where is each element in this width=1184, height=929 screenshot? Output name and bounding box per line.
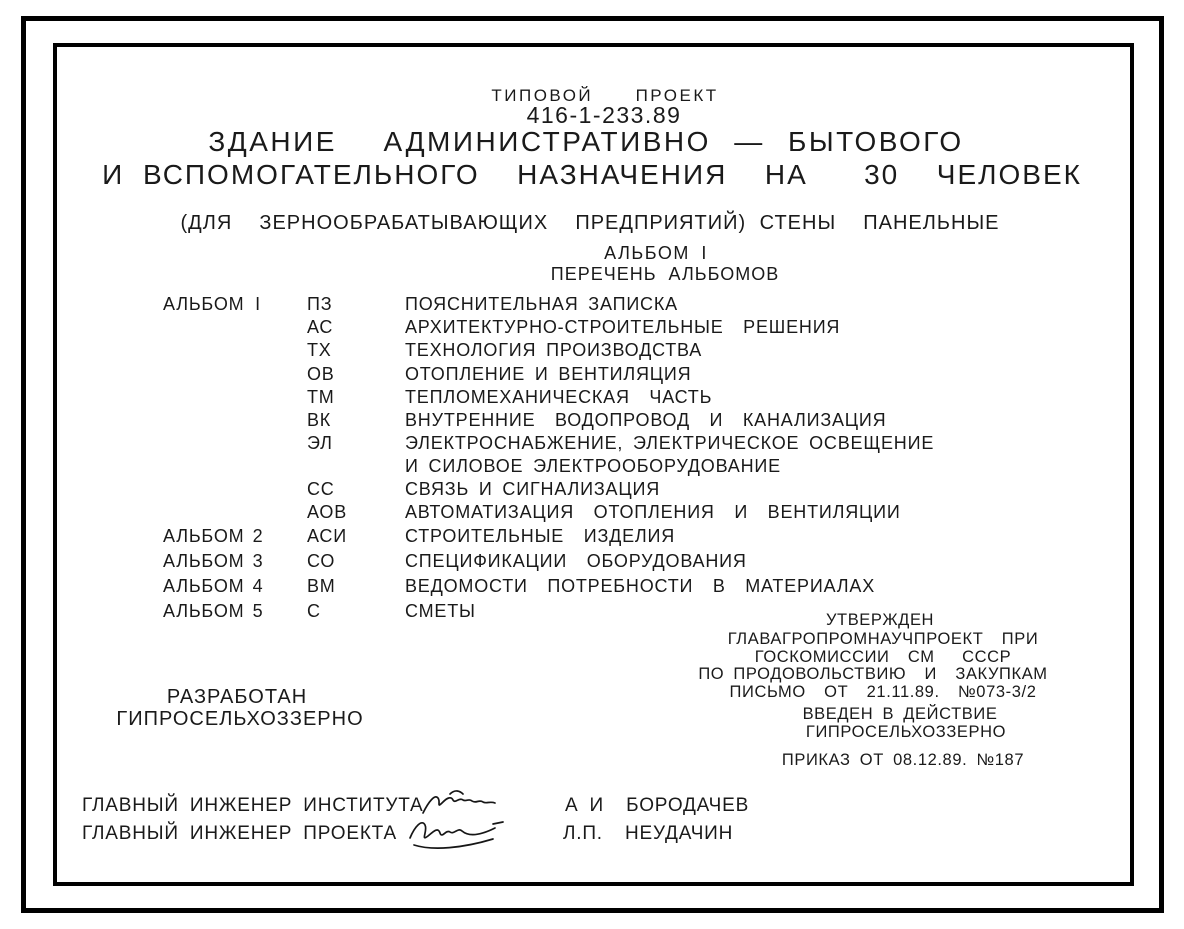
album-row <box>0 527 1184 550</box>
album-row <box>0 602 1184 625</box>
project-type-label: ТИПОВОЙ ПРОЕКТ <box>491 86 719 105</box>
album-row <box>0 552 1184 575</box>
album-row <box>0 577 1184 600</box>
album-row-code: АСИ <box>307 526 347 546</box>
developed-by-label: РАЗРАБОТАН <box>166 686 308 708</box>
developed-by-org: ГИПРОСЕЛЬХОЗЗЕРНО <box>116 708 364 730</box>
album-row-number: 4 <box>252 576 264 596</box>
album-row-number: 2 <box>252 526 264 546</box>
album-row-desc-continued: И СИЛОВОЕ ЭЛЕКТРООБОРУДОВАНИЕ <box>405 456 781 476</box>
album-row-desc: СВЯЗЬ И СИГНАЛИЗАЦИЯ <box>405 479 660 499</box>
album-row-label: АЛЬБОМ <box>163 294 245 314</box>
album-row-desc: СПЕЦИФИКАЦИИ ОБОРУДОВАНИЯ <box>405 551 747 571</box>
subtitle: (ДЛЯ ЗЕРНООБРАБАТЫВАЮЩИХ ПРЕДПРИЯТИЙ) СТЕНЫ ПАНЕЛЬНЫЕ <box>180 212 1000 234</box>
album-row-code: ОВ <box>307 364 335 384</box>
album-row-code: АС <box>307 317 334 337</box>
album-row <box>0 365 1184 388</box>
approval-authority-3: ПО ПРОДОВОЛЬСТВИЮ И ЗАКУПКАМ <box>698 665 1048 683</box>
signature-role-project: ГЛАВНЫЙ ИНЖЕНЕР ПРОЕКТА <box>82 823 397 844</box>
album-row-code: СО <box>307 551 336 571</box>
album-row-desc: ОТОПЛЕНИЕ И ВЕНТИЛЯЦИЯ <box>405 364 692 384</box>
album-row-code: ЭЛ <box>307 433 333 453</box>
album-row-label: АЛЬБОМ <box>163 576 245 596</box>
album-row <box>0 388 1184 411</box>
album-row-desc: АРХИТЕКТУРНО-СТРОИТЕЛЬНЫЕ РЕШЕНИЯ <box>405 317 841 337</box>
album-row-desc: ВЕДОМОСТИ ПОТРЕБНОСТИ В МАТЕРИАЛАХ <box>405 576 875 596</box>
album-row-number: 5 <box>252 601 264 621</box>
album-row-number: 3 <box>252 551 264 571</box>
album-row <box>0 480 1184 503</box>
order-ref: ПРИКАЗ ОТ 08.12.89. №187 <box>781 751 1025 769</box>
list-title: ПЕРЕЧЕНЬ АЛЬБОМОВ <box>550 264 780 284</box>
signature-name-project: Л.П. НЕУДАЧИН <box>563 823 734 844</box>
album-row-code: ПЗ <box>307 294 333 314</box>
album-row-code: ТМ <box>307 387 335 407</box>
album-row-code: С <box>307 601 321 621</box>
album-row <box>0 411 1184 434</box>
album-label: АЛЬБОМ I <box>604 243 708 263</box>
album-row-label: АЛЬБОМ <box>163 551 245 571</box>
album-row-desc: СТРОИТЕЛЬНЫЕ ИЗДЕЛИЯ <box>405 526 676 546</box>
album-row-label: АЛЬБОМ <box>163 526 245 546</box>
album-row-code: СС <box>307 479 335 499</box>
title-line-1: ЗДАНИЕ АДМИНИСТРАТИВНО — БЫТОВОГО <box>208 126 964 157</box>
album-row <box>0 341 1184 364</box>
approval-letter-ref: ПИСЬМО ОТ 21.11.89. №073-3/2 <box>729 683 1037 701</box>
handwritten-signature-icon <box>405 812 509 852</box>
signature-name-institute: А И БОРОДАЧЕВ <box>565 795 750 816</box>
enacted-label: ВВЕДЕН В ДЕЙСТВИЕ <box>802 705 998 723</box>
album-row-code: ВМ <box>307 576 336 596</box>
album-row-label: АЛЬБОМ <box>163 601 245 621</box>
album-row <box>0 503 1184 526</box>
approval-status: УТВЕРЖДЕН <box>825 611 935 629</box>
album-row-desc: ВНУТРЕННИЕ ВОДОПРОВОД И КАНАЛИЗАЦИЯ <box>405 410 887 430</box>
approval-authority-2: ГОСКОМИССИИ СМ СССР <box>754 648 1012 666</box>
album-row-desc: ТЕПЛОМЕХАНИЧЕСКАЯ ЧАСТЬ <box>405 387 713 407</box>
album-row <box>0 295 1184 318</box>
album-row-desc: ЭЛЕКТРОСНАБЖЕНИЕ, ЭЛЕКТРИЧЕСКОЕ ОСВЕЩЕНИЕ <box>405 433 935 453</box>
album-row-desc: ПОЯСНИТЕЛЬНАЯ ЗАПИСКА <box>405 294 678 314</box>
album-row-code: ВК <box>307 410 332 430</box>
enacted-org: ГИПРОСЕЛЬХОЗЗЕРНО <box>805 723 1007 741</box>
album-row <box>0 433 1184 476</box>
title-line-2: И ВСПОМОГАТЕЛЬНОГО НАЗНАЧЕНИЯ НА 30 ЧЕЛОВЕК <box>102 159 1082 190</box>
album-row-code: ТХ <box>307 340 332 360</box>
album-row-desc: АВТОМАТИЗАЦИЯ ОТОПЛЕНИЯ И ВЕНТИЛЯЦИИ <box>405 502 901 522</box>
album-row-code: АОВ <box>307 502 348 522</box>
album-row-desc: СМЕТЫ <box>405 601 476 621</box>
project-number: 416-1-233.89 <box>526 102 682 128</box>
album-row-desc: ТЕХНОЛОГИЯ ПРОИЗВОДСТВА <box>405 340 703 360</box>
approval-authority-1: ГЛАВАГРОПРОМНАУЧПРОЕКТ ПРИ <box>727 630 1039 648</box>
album-row-number: I <box>255 294 261 314</box>
album-row <box>0 318 1184 341</box>
signature-role-institute: ГЛАВНЫЙ ИНЖЕНЕР ИНСТИТУТА <box>82 795 424 816</box>
